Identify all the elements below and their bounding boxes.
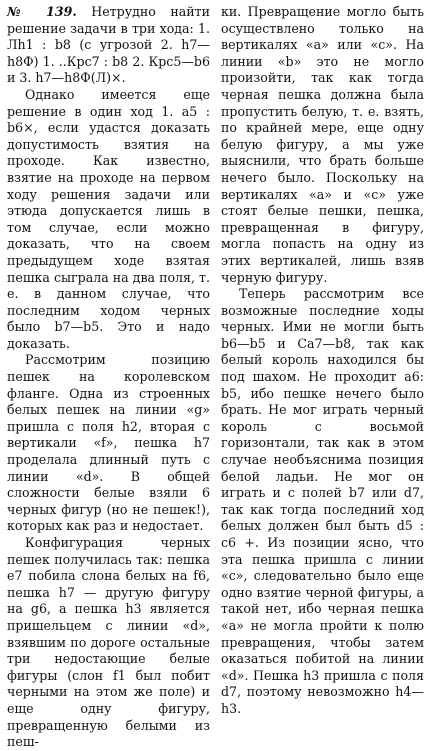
- solution-paragraph-2: Однако имеется еще решение в один ход 1. a5 : b6×, если удастся доказать допустимость взятия на проходе. Как известно, взятие на проходе на первом ходу решения задачи или этюда допускается лишь в том случае, если можно доказать, что на своем предыдущем ходе взятая пешка сыграла на два поля, т. е. в данном случае, что последним ходом черных было b7—b5. Это и надо доказать.: [7, 86, 210, 351]
- right-column: [221, 4, 424, 718]
- solution-paragraph-4: Конфигурация черных пешек получилась так: пешка e7 побила слона белых на f6, пешка h7 — другую фигуру на g6, а пешка h3 является пришельцем с линии «d», взявшим по дороге остальные три недостающие белые фигуры (слон f1 был побит черными на этом же поле) и еще одну фигуру, превращенную белыми из пеш-: [7, 535, 210, 750]
- solution-paragraph-6: Теперь рассмотрим все возможные последние ходы черных. Ими не могли быть b6—b5 и Ca7—b8, так как белый король находился бы под шахом. Не проходит a6: b5, ибо пешке нечего было брать. Не мог играть черный король с восьмой горизонтали, так как в этом случае необъяснима позиция белой ладьи. Не мог он играть и с полей b7 или d7, так как тогда последний ход белых должен был быть d5 : c6 +. Из позиции ясно, что эта пешка пришла с линии «c», следовательно было еще одно взятие черной фигуры, а такой нет, ибо черная пешка «a» не могла пройти к полю превращения, чтобы затем оказаться побитой на линии «d». Пешка h3 пришла с поля d7, поэтому невозможно h4—h3.: [221, 286, 424, 716]
- left-column: [7, 4, 210, 751]
- solution-paragraph-5: ки. Превращение могло быть осуществлено только на вертикалях «a» или «c». На линии «b» это не могло произойти, так как тогда черная пешка должна была пропустить белую, т. е. взять, по крайней мере, еще одну белую фигуру, а мы уже выяснили, что брать больше нечего было. Поскольку на вертикалях «a» и «c» уже стоят белые пешки, пешка, превращенная в фигуру, могла попасть на одну из этих вертикалей, лишь взяв черную фигуру.: [221, 4, 424, 285]
- solution-paragraph-1: [7, 4, 210, 87]
- solution-text-1: Нетрудно найти решение задачи в три хода: 1. Лh1 : b8 (с угрозой 2. h7—h8Ф) 1. ..Крс7 : b8 2. Крс5—b6 и 3. h7—h8Ф(Л)×.: [7, 4, 210, 86]
- solution-paragraph-3: Рассмотрим позицию пешек на королевском фланге. Одна из строенных белых пешек на линии «g» пришла с поля h2, вторая с вертикали «f», пешка h7 проделала длинный путь с линии «d». В общей сложности белые взяли 6 черных фигур (но не пешек!), которых как раз и недостает.: [7, 352, 210, 534]
- problem-number: № 139.: [7, 4, 77, 19]
